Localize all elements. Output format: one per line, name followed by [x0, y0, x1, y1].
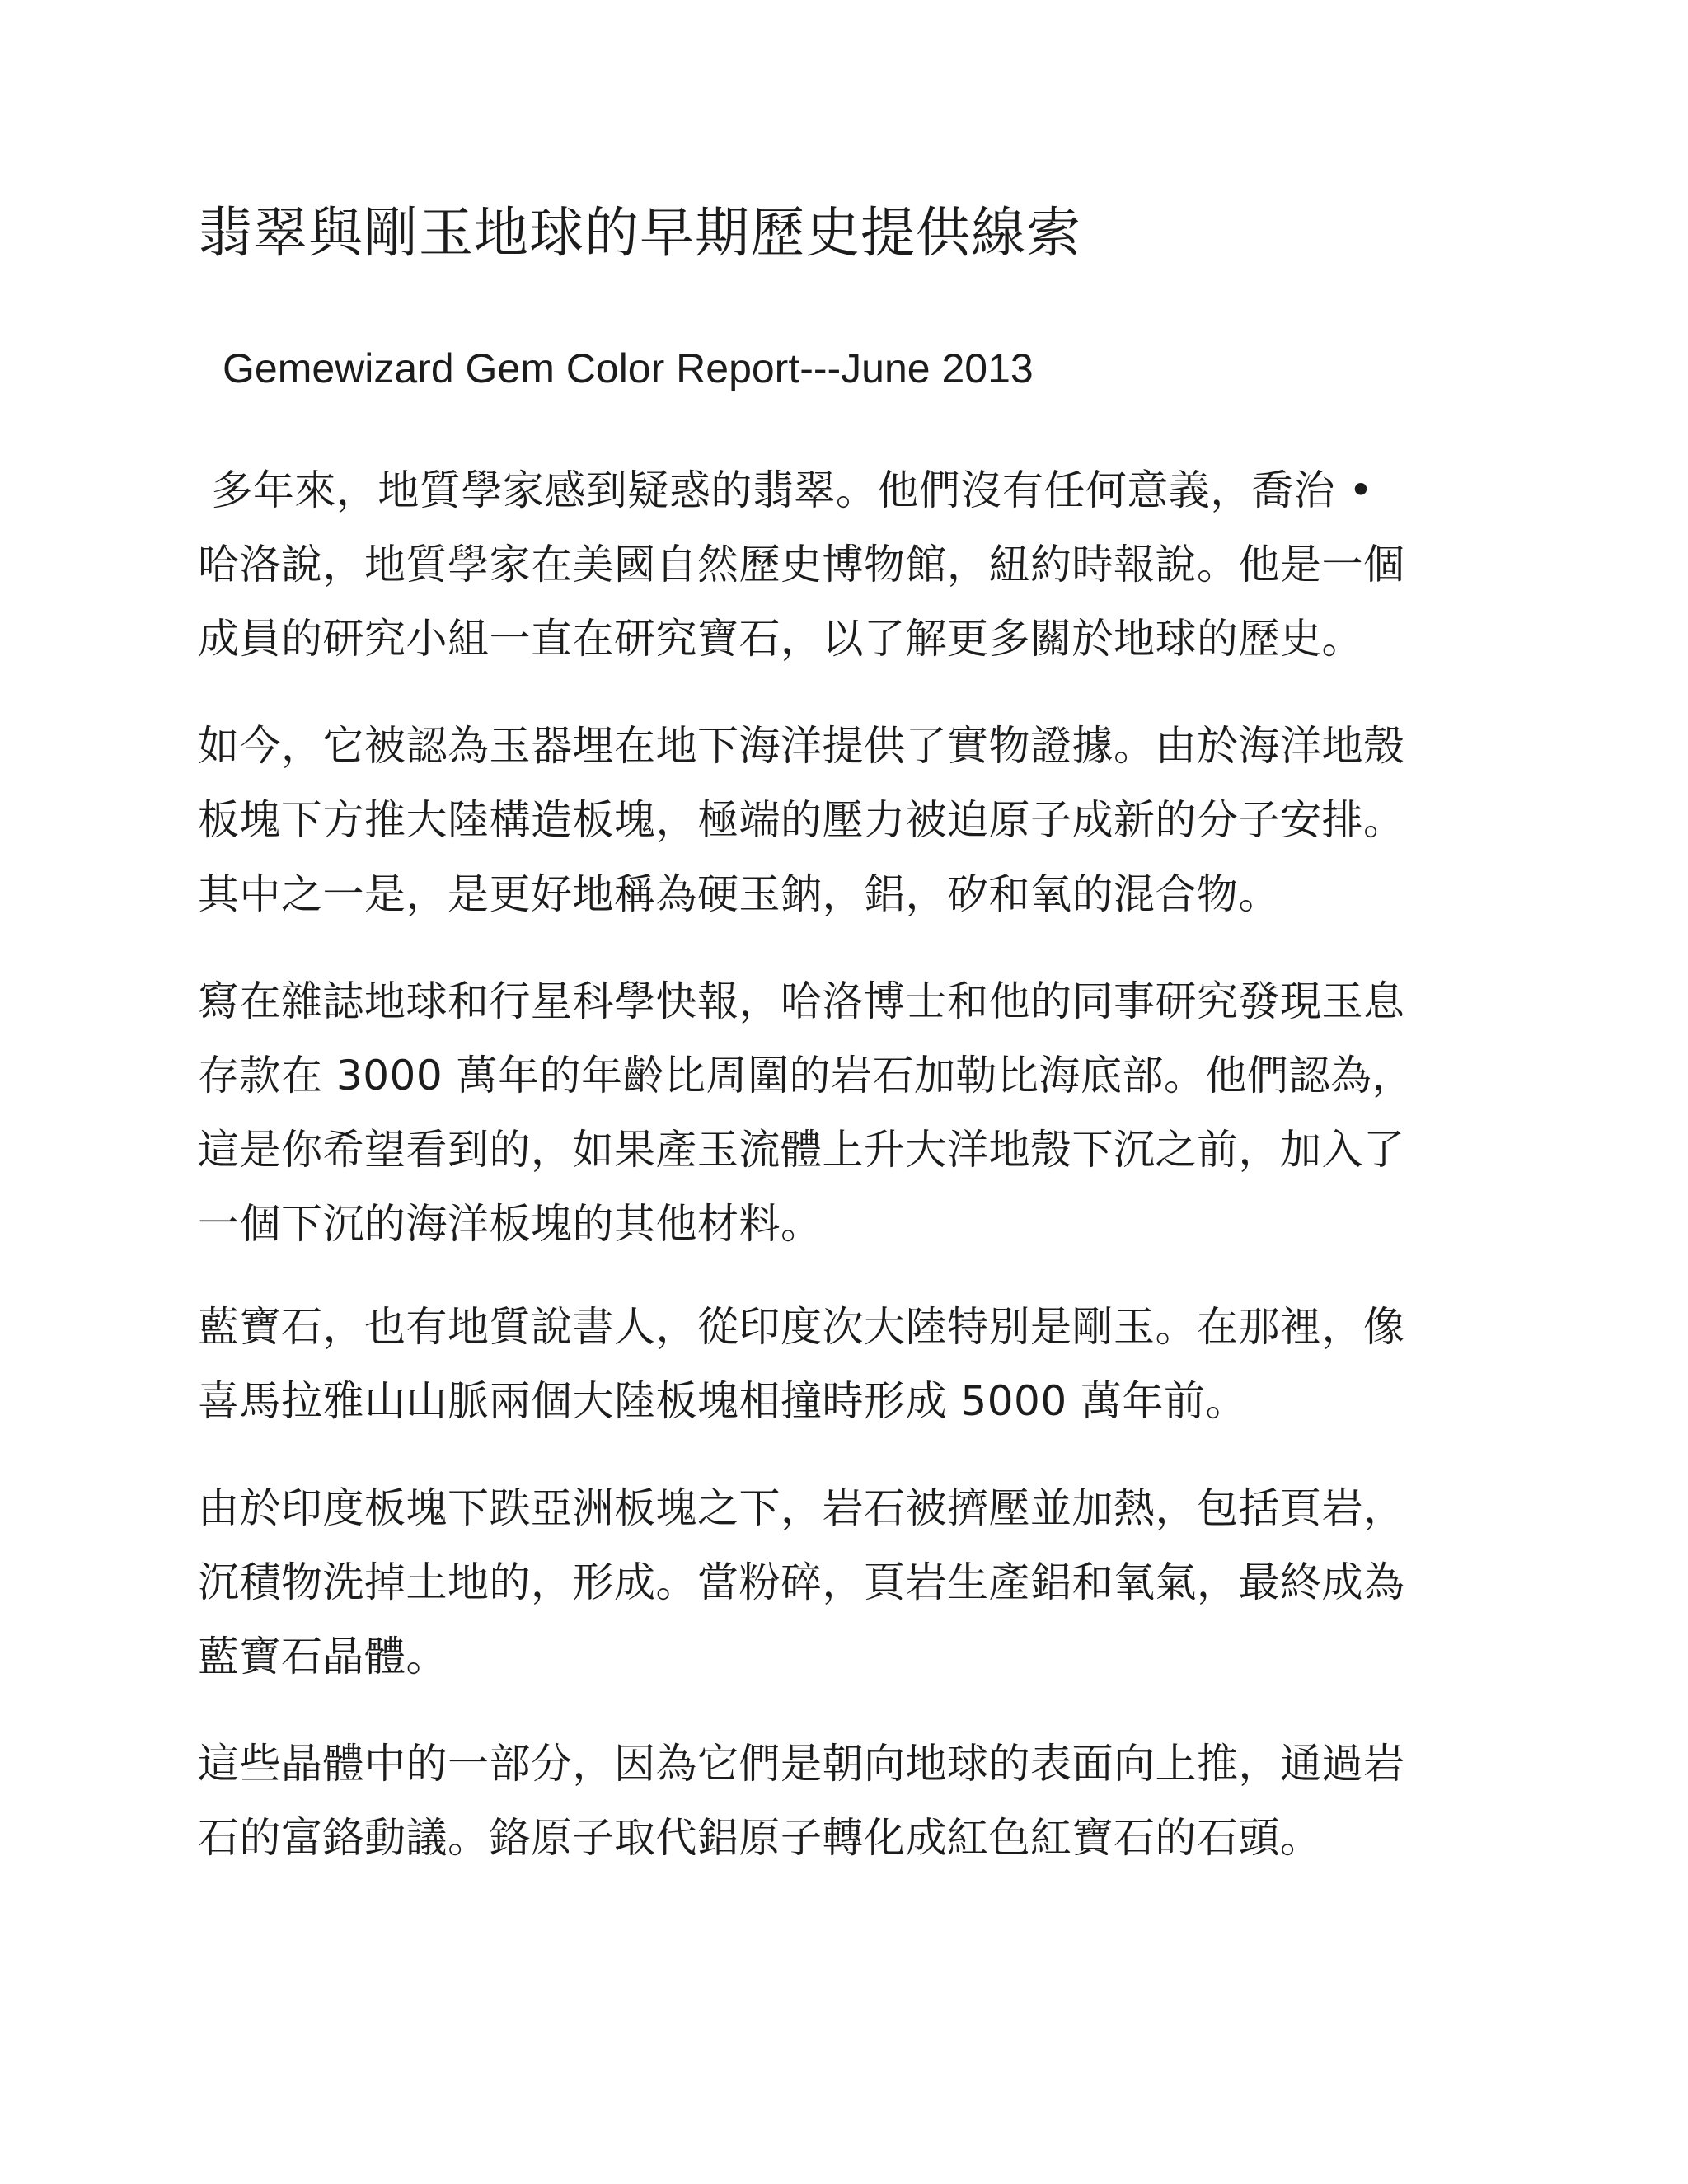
- paragraph-line: 哈洛說，地質學家在美國自然歷史博物館，紐約時報說。他是一個: [198, 541, 1405, 588]
- paragraph-line: 寫在雜誌地球和行星科學快報，哈洛博士和他的同事研究發現玉息: [198, 977, 1405, 1025]
- paragraph-line: 這是你希望看到的，如果產玉流體上升大洋地殼下沉之前，加入了: [198, 1126, 1405, 1174]
- paragraph-line: 由於印度板塊下跌亞洲板塊之下，岩石被擠壓並加熱，包括頁岩，: [198, 1484, 1405, 1532]
- paragraph-line: 藍寶石，也有地質說書人，從印度次大陸特別是剛玉。在那裡，像: [198, 1303, 1405, 1351]
- paragraph-line: 喜馬拉雅山山脈兩個大陸板塊相撞時形成 5000 萬年前。: [198, 1377, 1248, 1425]
- paragraph-1: [198, 453, 1484, 676]
- report-subtitle: Gemewizard Gem Color Report---June 2013: [223, 345, 1034, 391]
- paragraph-line: 藍寶石晶體。: [198, 1633, 448, 1680]
- paragraph-line: 這些晶體中的一部分，因為它們是朝向地球的表面向上推，通過岩: [198, 1740, 1405, 1788]
- paragraph-line: 板塊下方推大陸構造板塊，極端的壓力被迫原子成新的分子安排。: [198, 796, 1405, 844]
- paragraph-5: [198, 1471, 1484, 1694]
- paragraph-line: 成員的研究小組一直在研究寶石，以了解更多關於地球的歷史。: [198, 615, 1363, 663]
- paragraph-6: [198, 1727, 1484, 1875]
- paragraph-line: 一個下沉的海洋板塊的其他材料。: [198, 1200, 823, 1248]
- paragraph-4: [198, 1290, 1484, 1438]
- paragraph-line: 沉積物洗掉土地的，形成。當粉碎，頁岩生產鋁和氧氣，最終成為: [198, 1558, 1405, 1606]
- paragraph-line: 其中之一是，是更好地稱為硬玉鈉，鋁，矽和氧的混合物。: [198, 870, 1280, 918]
- paragraph-line: 如今，它被認為玉器埋在地下海洋提供了實物證據。由於海洋地殼: [198, 722, 1405, 770]
- paragraph-line: 存款在 3000 萬年的年齡比周圍的岩石加勒比海底部。他們認為，: [198, 1052, 1414, 1099]
- paragraph-2: [198, 709, 1484, 931]
- paragraph-line: 石的富鉻動議。鉻原子取代鋁原子轉化成紅色紅寶石的石頭。: [198, 1814, 1322, 1862]
- paragraph-line: 多年來，地質學家感到疑惑的翡翠。他們沒有任何意義，喬治 •: [198, 466, 1374, 514]
- page-title: 翡翠與剛玉地球的早期歷史提供線索: [198, 201, 1081, 265]
- paragraph-3: [198, 964, 1484, 1261]
